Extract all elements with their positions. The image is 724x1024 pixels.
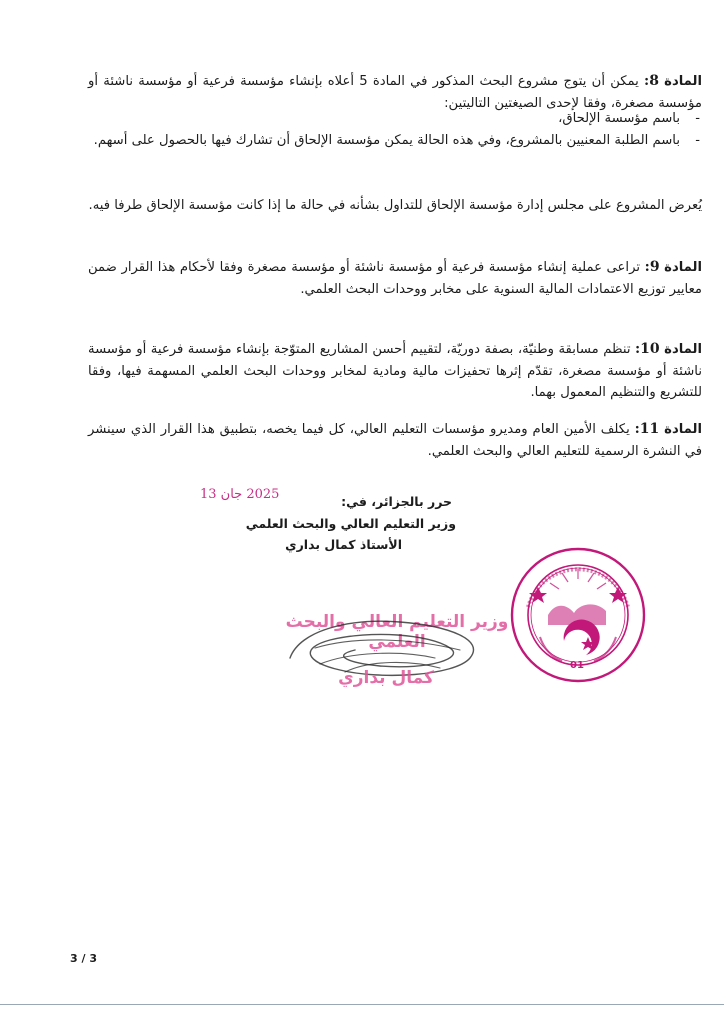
date-stamp: 2025 جان 13 — [200, 487, 280, 502]
article-10-number: 10: — [635, 341, 660, 358]
article-8-number: 8: — [644, 73, 659, 90]
article-9-number: 9: — [644, 259, 660, 276]
article-9-paragraph — [88, 257, 702, 300]
footer-divider — [0, 1004, 724, 1005]
place-date-line: حرر بالجزائر، في: — [341, 494, 452, 509]
signature-name-stamp: كمال بداري — [338, 668, 434, 688]
minister-title: وزير التعليم العالي والبحث العلمي — [245, 516, 456, 531]
article-11-label: المادة — [664, 422, 702, 438]
list-item: - باسم الطلبة المعنيين بالمشروع، وفي هذه الحالة يمكن مؤسسة الإلحاق أن تشارك فيها بالحصول على أسهم. — [88, 130, 702, 152]
minister-name: الأستاذ كمال بداري — [285, 537, 402, 552]
article-8-followup-paragraph: يُعرض المشروع على مجلس إدارة مؤسسة الإلحاق للتداول بشأنه في حالة ما إذا كانت مؤسسة الإلحاق طرفا فيه. — [88, 198, 702, 214]
signature-title-stamp: وزير التعليم العالي والبحث العلمي — [285, 612, 509, 652]
article-10-paragraph — [88, 339, 702, 404]
article-9-label: المادة — [664, 260, 702, 276]
article-10-text: تنظم مسابقة وطنيّة، بصفة دوريّة، لتقييم أحسن المشاريع المتوّجة بإنشاء مؤسسة فرعية أو مؤسسة ناشئة أو مؤسسة مصغرة، تقدّم إثرها تحفيزات مالية ومادية لمخابر ووحدات البحث العلمي المسهمة فيها، وفقا للتشريع والتنظيم المعمول بهما. — [88, 342, 702, 401]
page-number: 3 / 3 — [70, 952, 97, 965]
article-11-text: يكلف الأمين العام ومديرو مؤسسات التعليم العالي، كل فيما يخصه، بتطبيق هذا القرار الذي سينشر في النشرة الرسمية للتعليم العالي والبحث العلمي. — [88, 422, 702, 459]
list-item: - باسم مؤسسة الإلحاق، — [88, 108, 702, 130]
article-9-text: تراعى عملية إنشاء مؤسسة فرعية أو مؤسسة ناشئة أو مؤسسة مصغرة وفقا لأحكام هذا القرار ضمن معايير توزيع الاعتمادات المالية السنوية على مخابر ووحدات البحث العلمي. — [88, 260, 702, 297]
article-11-paragraph — [88, 419, 702, 462]
article-8-bullet-list — [88, 108, 702, 151]
seal-number: 01 — [570, 660, 584, 671]
article-10-label: المادة — [664, 342, 702, 358]
article-11-number: 11: — [634, 421, 660, 438]
article-8-label: المادة — [664, 74, 702, 90]
article-8-text: يمكن أن يتوج مشروع البحث المذكور في المادة 5 أعلاه بإنشاء مؤسسة فرعية أو مؤسسة ناشئة أو مؤسسة مصغرة، وفقا لإحدى الصيغتين التاليتين: — [88, 74, 702, 111]
